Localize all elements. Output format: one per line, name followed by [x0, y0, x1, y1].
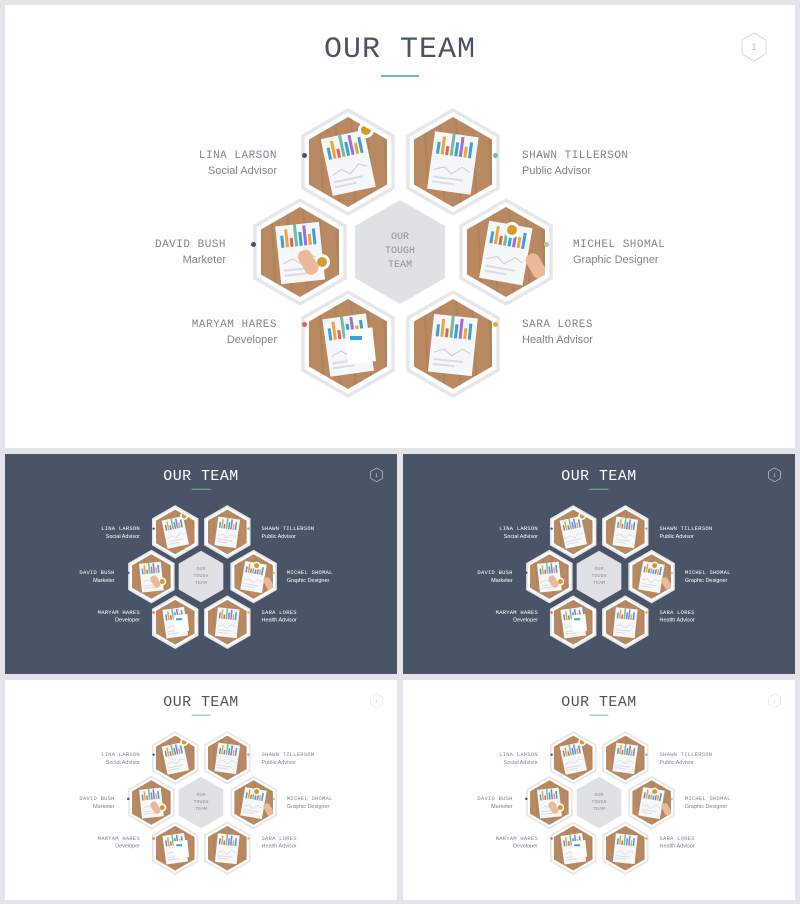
member-label-shawn-tillerson — [660, 525, 759, 539]
member-photo-hexagon — [406, 108, 500, 216]
member-label-michel-shomal — [685, 796, 784, 810]
member-label-sara-lores — [262, 835, 361, 849]
member-name: LINA LARSON — [499, 751, 538, 758]
member-name: MICHEL SHOMAL — [286, 570, 333, 577]
slide-title: OUR TEAM — [323, 33, 477, 67]
member-dot-lina-larson — [152, 527, 154, 529]
coffee-icon — [160, 579, 165, 584]
member-role: Social Advisor — [207, 165, 277, 177]
report-paper — [428, 314, 478, 376]
slide-preview-main[interactable] — [5, 5, 795, 448]
member-photo-hexagon — [550, 505, 596, 559]
coffee-icon — [652, 789, 657, 794]
center-line-3: TEAM — [593, 806, 605, 812]
center-line-1: OUR — [594, 566, 604, 573]
report-paper — [427, 131, 479, 195]
member-name: SARA LORES — [522, 319, 594, 331]
member-dot-sara-lores — [645, 837, 647, 839]
member-role: Social Advisor — [105, 533, 140, 540]
center-line-2: TOUGH — [384, 246, 415, 257]
member-role: Developer — [513, 843, 538, 850]
document-label — [574, 618, 580, 620]
member-dot-shawn-tillerson — [645, 527, 647, 529]
member-role: Health Advisor — [659, 843, 695, 850]
member-photo-hexagon — [253, 198, 347, 306]
slide-thumbnail-light-1[interactable] — [5, 680, 397, 900]
member-dot-sara-lores — [247, 837, 249, 839]
member-photo-hexagon — [204, 505, 250, 559]
member-dot-david-bush — [525, 798, 527, 800]
page-number: 1 — [375, 472, 378, 478]
member-photo-hexagon — [128, 550, 174, 604]
slide-content — [5, 454, 397, 674]
center-line-1: OUR — [390, 232, 409, 243]
coffee-icon — [558, 805, 563, 810]
report-paper — [214, 517, 240, 549]
center-hex-label — [362, 231, 438, 273]
member-dot-shawn-tillerson — [493, 153, 498, 158]
member-photo-hexagon — [152, 505, 198, 559]
slide-thumbnail-dark-1[interactable] — [5, 454, 397, 674]
coffee-icon — [507, 225, 517, 235]
member-name: SHAWN TILLERSON — [261, 751, 315, 758]
member-role: Marketer — [491, 803, 513, 810]
member-photo-hexagon — [602, 505, 648, 559]
member-label-michel-shomal — [287, 570, 386, 584]
member-role: Graphic Designer — [684, 577, 728, 584]
member-role: Social Advisor — [503, 533, 538, 540]
member-name: MARYAM HARES — [495, 609, 538, 616]
center-hex-label — [182, 792, 220, 813]
member-dot-david-bush — [525, 572, 527, 574]
member-label-david-bush — [26, 238, 226, 267]
report-paper — [215, 833, 240, 864]
member-photo-hexagon — [301, 108, 395, 216]
member-label-maryam-hares — [41, 835, 140, 849]
slide-title: OUR TEAM — [561, 467, 637, 485]
member-label-maryam-hares — [439, 835, 538, 849]
member-name: SHAWN TILLERSON — [659, 751, 713, 758]
member-role: Public Advisor — [522, 165, 592, 177]
document-sheet — [173, 840, 189, 858]
member-label-shawn-tillerson — [660, 751, 759, 765]
member-label-lina-larson — [439, 751, 538, 765]
member-photo-hexagon — [602, 821, 648, 875]
slide-content — [5, 680, 397, 900]
report-paper — [612, 743, 638, 775]
center-line-2: TOUGH — [591, 799, 607, 806]
member-name: DAVID BUSH — [477, 796, 513, 803]
member-dot-lina-larson — [550, 527, 552, 529]
team-hexagon-cluster — [403, 454, 795, 674]
member-label-david-bush — [413, 570, 512, 584]
report-paper — [214, 743, 240, 775]
center-hex-label — [580, 792, 618, 813]
member-role: Public Advisor — [659, 759, 694, 766]
coffee-icon — [558, 579, 563, 584]
member-dot-lina-larson — [550, 753, 552, 755]
member-photo-hexagon — [230, 776, 276, 830]
member-role: Health Advisor — [261, 843, 297, 850]
member-photo-hexagon — [602, 731, 648, 785]
member-role: Public Advisor — [261, 759, 296, 766]
page-number: 1 — [375, 698, 378, 704]
member-photo-hexagon — [526, 550, 572, 604]
member-role: Graphic Designer — [573, 254, 659, 266]
member-role: Developer — [115, 843, 140, 850]
team-hexagon-cluster — [5, 680, 397, 900]
member-name: LINA LARSON — [101, 751, 140, 758]
member-photo-hexagon — [152, 595, 198, 649]
member-label-sara-lores — [262, 609, 361, 623]
slide-title: OUR TEAM — [561, 693, 637, 711]
report-paper — [612, 517, 638, 549]
member-role: Developer — [513, 617, 538, 624]
member-dot-maryam-hares — [152, 611, 154, 613]
member-name: MICHEL SHOMAL — [684, 796, 731, 803]
slide-content — [403, 680, 795, 900]
slide-thumbnail-light-2[interactable] — [403, 680, 795, 900]
member-name: SHAWN TILLERSON — [522, 150, 629, 162]
center-line-1: OUR — [196, 792, 206, 799]
member-role: Health Advisor — [659, 617, 695, 624]
member-label-lina-larson — [41, 525, 140, 539]
member-label-david-bush — [413, 796, 512, 810]
member-name: LINA LARSON — [499, 525, 538, 532]
member-dot-sara-lores — [493, 322, 498, 327]
member-photo-hexagon — [459, 198, 553, 306]
member-role: Developer — [115, 617, 140, 624]
member-label-sara-lores — [660, 835, 759, 849]
member-role: Marketer — [93, 803, 115, 810]
member-photo-hexagon — [152, 821, 198, 875]
slide-content — [403, 454, 795, 674]
team-hexagon-cluster — [403, 680, 795, 900]
member-photo-hexagon — [204, 595, 250, 649]
member-label-shawn-tillerson — [522, 149, 722, 178]
member-dot-shawn-tillerson — [247, 527, 249, 529]
member-dot-lina-larson — [302, 153, 307, 158]
center-line-2: TOUGH — [193, 573, 209, 580]
coffee-icon — [254, 789, 259, 794]
member-photo-hexagon — [628, 550, 674, 604]
document-sheet — [571, 840, 587, 858]
member-photo-hexagon — [550, 731, 596, 785]
member-label-michel-shomal — [287, 796, 386, 810]
report-paper — [613, 833, 638, 864]
member-name: SHAWN TILLERSON — [659, 525, 713, 532]
member-role: Health Advisor — [261, 617, 297, 624]
member-photo-hexagon — [550, 595, 596, 649]
slide-title: OUR TEAM — [163, 693, 239, 711]
member-name: DAVID BUSH — [154, 239, 226, 251]
team-hexagon-cluster — [5, 5, 795, 448]
member-label-sara-lores — [660, 609, 759, 623]
member-photo-hexagon — [204, 731, 250, 785]
slide-title: OUR TEAM — [163, 467, 239, 485]
member-name: MARYAM HARES — [97, 609, 140, 616]
member-photo-hexagon — [301, 290, 395, 398]
slide-thumbnail-dark-2[interactable] — [403, 454, 795, 674]
document-label — [176, 618, 182, 620]
member-photo-hexagon — [550, 821, 596, 875]
member-photo-hexagon — [230, 550, 276, 604]
member-name: MICHEL SHOMAL — [573, 239, 666, 251]
member-dot-maryam-hares — [550, 837, 552, 839]
member-dot-michel-shomal — [272, 572, 274, 574]
member-dot-david-bush — [127, 798, 129, 800]
member-dot-lina-larson — [152, 753, 154, 755]
member-name: SARA LORES — [261, 835, 297, 842]
member-label-maryam-hares — [439, 609, 538, 623]
member-label-david-bush — [15, 796, 114, 810]
member-dot-david-bush — [127, 572, 129, 574]
center-line-1: OUR — [196, 566, 206, 573]
member-dot-maryam-hares — [302, 322, 307, 327]
member-label-maryam-hares — [41, 609, 140, 623]
member-label-david-bush — [15, 570, 114, 584]
member-name: LINA LARSON — [101, 525, 140, 532]
member-dot-michel-shomal — [670, 798, 672, 800]
team-hexagon-cluster — [5, 454, 397, 674]
center-line-2: TOUGH — [193, 799, 209, 806]
member-role: Graphic Designer — [286, 803, 330, 810]
member-role: Developer — [226, 334, 277, 346]
member-name: SARA LORES — [261, 609, 297, 616]
member-dot-maryam-hares — [550, 611, 552, 613]
member-name: SARA LORES — [659, 609, 695, 616]
member-label-michel-shomal — [573, 238, 773, 267]
member-role: Marketer — [93, 577, 115, 584]
member-role: Marketer — [182, 254, 226, 266]
member-label-lina-larson — [41, 751, 140, 765]
coffee-icon — [317, 257, 327, 267]
member-label-lina-larson — [439, 525, 538, 539]
member-photo-hexagon — [526, 776, 572, 830]
coffee-icon — [254, 563, 259, 568]
member-name: MARYAM HARES — [191, 319, 277, 331]
member-name: MARYAM HARES — [495, 835, 538, 842]
member-role: Public Advisor — [261, 533, 296, 540]
member-dot-shawn-tillerson — [247, 753, 249, 755]
member-role: Social Advisor — [503, 759, 538, 766]
member-label-shawn-tillerson — [262, 751, 361, 765]
member-dot-sara-lores — [247, 611, 249, 613]
center-line-2: TOUGH — [591, 573, 607, 580]
member-dot-michel-shomal — [272, 798, 274, 800]
report-paper — [215, 607, 240, 638]
member-label-michel-shomal — [685, 570, 784, 584]
member-name: LINA LARSON — [198, 150, 277, 162]
document-label — [350, 336, 362, 340]
member-name: DAVID BUSH — [79, 796, 115, 803]
center-line-3: TEAM — [195, 580, 207, 586]
member-role: Marketer — [491, 577, 513, 584]
member-label-sara-lores — [522, 318, 722, 347]
member-role: Health Advisor — [522, 334, 593, 346]
member-name: MICHEL SHOMAL — [286, 796, 333, 803]
report-paper — [613, 607, 638, 638]
member-name: DAVID BUSH — [79, 570, 115, 577]
member-photo-hexagon — [204, 821, 250, 875]
document-label — [176, 844, 182, 846]
coffee-icon — [652, 563, 657, 568]
page-number: 1 — [773, 472, 776, 478]
member-photo-hexagon — [406, 290, 500, 398]
page-number: 1 — [751, 42, 757, 52]
member-dot-shawn-tillerson — [645, 753, 647, 755]
member-dot-michel-shomal — [544, 242, 549, 247]
member-name: DAVID BUSH — [477, 570, 513, 577]
member-dot-david-bush — [251, 242, 256, 247]
page-number: 1 — [773, 698, 776, 704]
center-hex-label — [182, 566, 220, 587]
member-dot-maryam-hares — [152, 837, 154, 839]
member-role: Graphic Designer — [684, 803, 728, 810]
document-sheet — [173, 614, 189, 632]
member-role: Public Advisor — [659, 533, 694, 540]
member-name: MARYAM HARES — [97, 835, 140, 842]
document-label — [574, 844, 580, 846]
center-line-3: TEAM — [387, 260, 412, 271]
document-sheet — [345, 327, 376, 364]
slide-content — [5, 5, 795, 448]
member-name: MICHEL SHOMAL — [684, 570, 731, 577]
member-photo-hexagon — [152, 731, 198, 785]
member-name: SHAWN TILLERSON — [261, 525, 315, 532]
member-role: Social Advisor — [105, 759, 140, 766]
center-line-1: OUR — [594, 792, 604, 799]
member-name: SARA LORES — [659, 835, 695, 842]
center-line-3: TEAM — [593, 580, 605, 586]
member-label-shawn-tillerson — [262, 525, 361, 539]
member-photo-hexagon — [602, 595, 648, 649]
member-dot-sara-lores — [645, 611, 647, 613]
member-photo-hexagon — [128, 776, 174, 830]
coffee-icon — [160, 805, 165, 810]
member-role: Graphic Designer — [286, 577, 330, 584]
center-line-3: TEAM — [195, 806, 207, 812]
member-label-lina-larson — [77, 149, 277, 178]
member-dot-michel-shomal — [670, 572, 672, 574]
member-label-maryam-hares — [77, 318, 277, 347]
document-sheet — [571, 614, 587, 632]
center-hex-label — [580, 566, 618, 587]
member-photo-hexagon — [628, 776, 674, 830]
